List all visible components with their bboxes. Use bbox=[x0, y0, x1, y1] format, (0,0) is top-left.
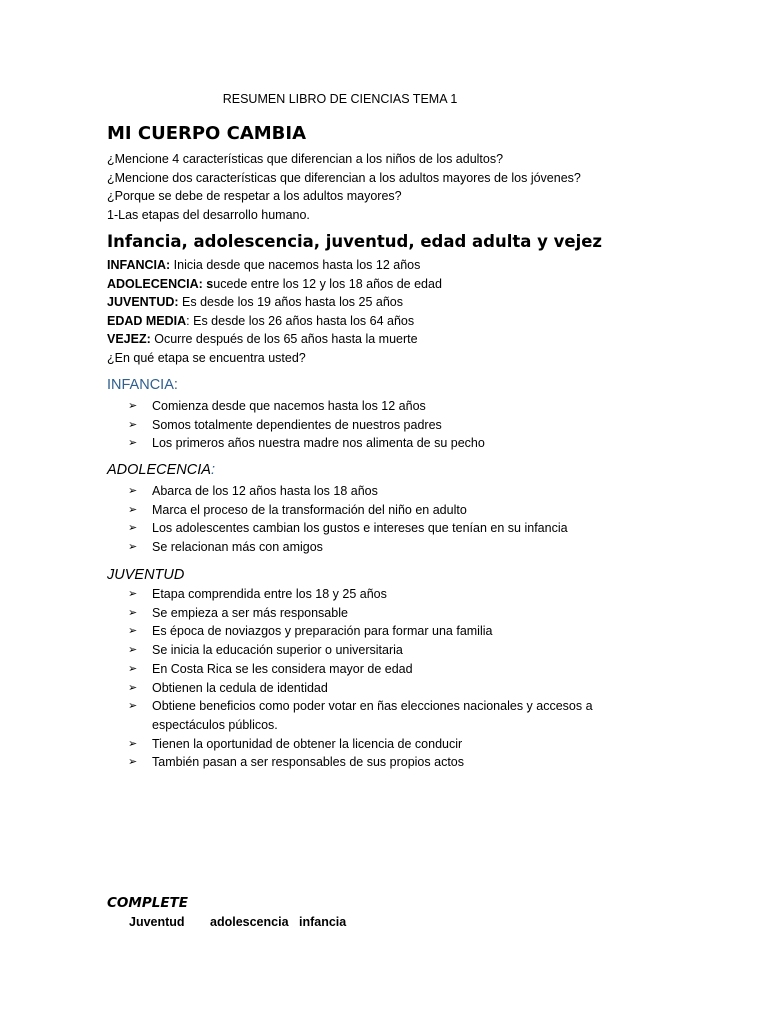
section-title-juventud: JUVENTUD bbox=[107, 567, 185, 583]
list-item: ➢ Obtienen la cedula de identidad bbox=[0, 679, 593, 698]
stage-line bbox=[107, 275, 442, 294]
list-item: ➢ Etapa comprendida entre los 18 y 25 años bbox=[0, 585, 593, 604]
list-item: ➢ Se inicia la educación superior o universitaria bbox=[0, 641, 593, 660]
arrow-bullet-icon: ➢ bbox=[128, 681, 138, 694]
list-item: ➢ En Costa Rica se les considera mayor de edad bbox=[0, 660, 593, 679]
question-1: ¿Mencione 4 características que diferencian a los niños de los adultos? bbox=[107, 152, 504, 166]
arrow-bullet-icon: ➢ bbox=[128, 644, 138, 657]
arrow-bullet-icon: ➢ bbox=[128, 756, 138, 769]
stage-question: ¿En qué etapa se encuentra usted? bbox=[107, 350, 306, 365]
list-item: ➢ Se empieza a ser más responsable bbox=[0, 604, 593, 623]
list-item: ➢ Comienza desde que nacemos hasta los 12 años bbox=[0, 397, 485, 416]
stage-text: Inicia desde que nacemos hasta los 12 años bbox=[170, 258, 421, 272]
word-juventud: Juventud bbox=[129, 915, 185, 929]
list-infancia bbox=[0, 397, 485, 453]
stage-label: VEJEZ: bbox=[107, 332, 151, 347]
questions-block bbox=[107, 150, 581, 224]
stage-text: ucede entre los 12 y los 18 años de edad bbox=[213, 276, 442, 291]
list-item: ➢ Somos totalmente dependientes de nuestros padres bbox=[0, 416, 485, 435]
list-item: ➢ También pasan a ser responsables de sus propios actos bbox=[0, 753, 593, 772]
stage-text: Ocurre después de los 65 años hasta la muerte bbox=[150, 332, 418, 347]
arrow-bullet-icon: ➢ bbox=[128, 737, 138, 750]
word-adolescencia: adolescencia bbox=[210, 915, 289, 929]
stage-line bbox=[107, 256, 442, 275]
stage-line bbox=[107, 293, 442, 312]
question-3: ¿Porque se debe de respetar a los adultos mayores? bbox=[107, 189, 402, 204]
list-item: ➢ Marca el proceso de la transformación del niño en adulto bbox=[0, 501, 568, 520]
word-infancia: infancia bbox=[299, 915, 347, 929]
arrow-bullet-icon: ➢ bbox=[128, 700, 138, 713]
stages-block bbox=[107, 256, 442, 368]
list-juventud bbox=[0, 585, 593, 772]
stage-text: : Es desde los 26 años hasta los 64 años bbox=[186, 313, 415, 328]
list-item: ➢ Abarca de los 12 años hasta los 18 años bbox=[0, 482, 568, 501]
stage-label: INFANCIA: bbox=[107, 258, 171, 272]
arrow-bullet-icon: ➢ bbox=[128, 625, 138, 638]
stage-label: EDAD MEDIA bbox=[107, 313, 187, 328]
arrow-bullet-icon: ➢ bbox=[128, 503, 138, 516]
arrow-bullet-icon: ➢ bbox=[128, 541, 138, 554]
arrow-bullet-icon: ➢ bbox=[128, 400, 138, 412]
list-item: ➢ Tienen la oportunidad de obtener la licencia de conducir bbox=[0, 735, 593, 754]
arrow-bullet-icon: ➢ bbox=[128, 606, 138, 619]
arrow-bullet-icon: ➢ bbox=[128, 418, 138, 431]
document-title: RESUMEN LIBRO DE CIENCIAS TEMA 1 bbox=[222, 92, 458, 106]
section-title-infancia: INFANCIA: bbox=[107, 377, 178, 393]
main-heading: MI CUERPO CAMBIA bbox=[107, 123, 307, 144]
list-item: ➢ Obtiene beneficios como poder votar en ñas elecciones nacionales y accesos a bbox=[0, 697, 593, 716]
list-item-continuation: espectáculos públicos. bbox=[152, 717, 278, 732]
list-item: ➢ Los adolescentes cambian los gustos e intereses que tenían en su infancia bbox=[0, 519, 568, 538]
list-item: ➢ Es época de noviazgos y preparación para formar una familia bbox=[0, 622, 593, 641]
arrow-bullet-icon: ➢ bbox=[128, 485, 138, 497]
stage-label: JUVENTUD: bbox=[107, 295, 179, 310]
question-2: ¿Mencione dos características que diferencian a los adultos mayores de los jóvenes? bbox=[107, 170, 581, 185]
stage-line bbox=[107, 312, 442, 331]
complete-heading: COMPLETE bbox=[107, 895, 188, 911]
list-item: ➢ Se relacionan más con amigos bbox=[0, 538, 568, 557]
question-4: 1-Las etapas del desarrollo humano. bbox=[107, 207, 310, 222]
arrow-bullet-icon: ➢ bbox=[128, 522, 138, 535]
arrow-bullet-icon: ➢ bbox=[128, 588, 138, 600]
stages-heading: Infancia, adolescencia, juventud, edad adulta y vejez bbox=[107, 232, 603, 251]
list-item: ➢ Los primeros años nuestra madre nos alimenta de su pecho bbox=[0, 434, 485, 453]
section-title-adolecencia: ADOLECENCIA: bbox=[107, 462, 215, 478]
list-adolecencia bbox=[0, 482, 568, 557]
arrow-bullet-icon: ➢ bbox=[128, 662, 138, 675]
stage-text: Es desde los 19 años hasta los 25 años bbox=[178, 295, 404, 310]
stage-label: ADOLECENCIA: s bbox=[107, 276, 214, 291]
stage-line bbox=[107, 330, 442, 349]
arrow-bullet-icon: ➢ bbox=[128, 437, 138, 450]
